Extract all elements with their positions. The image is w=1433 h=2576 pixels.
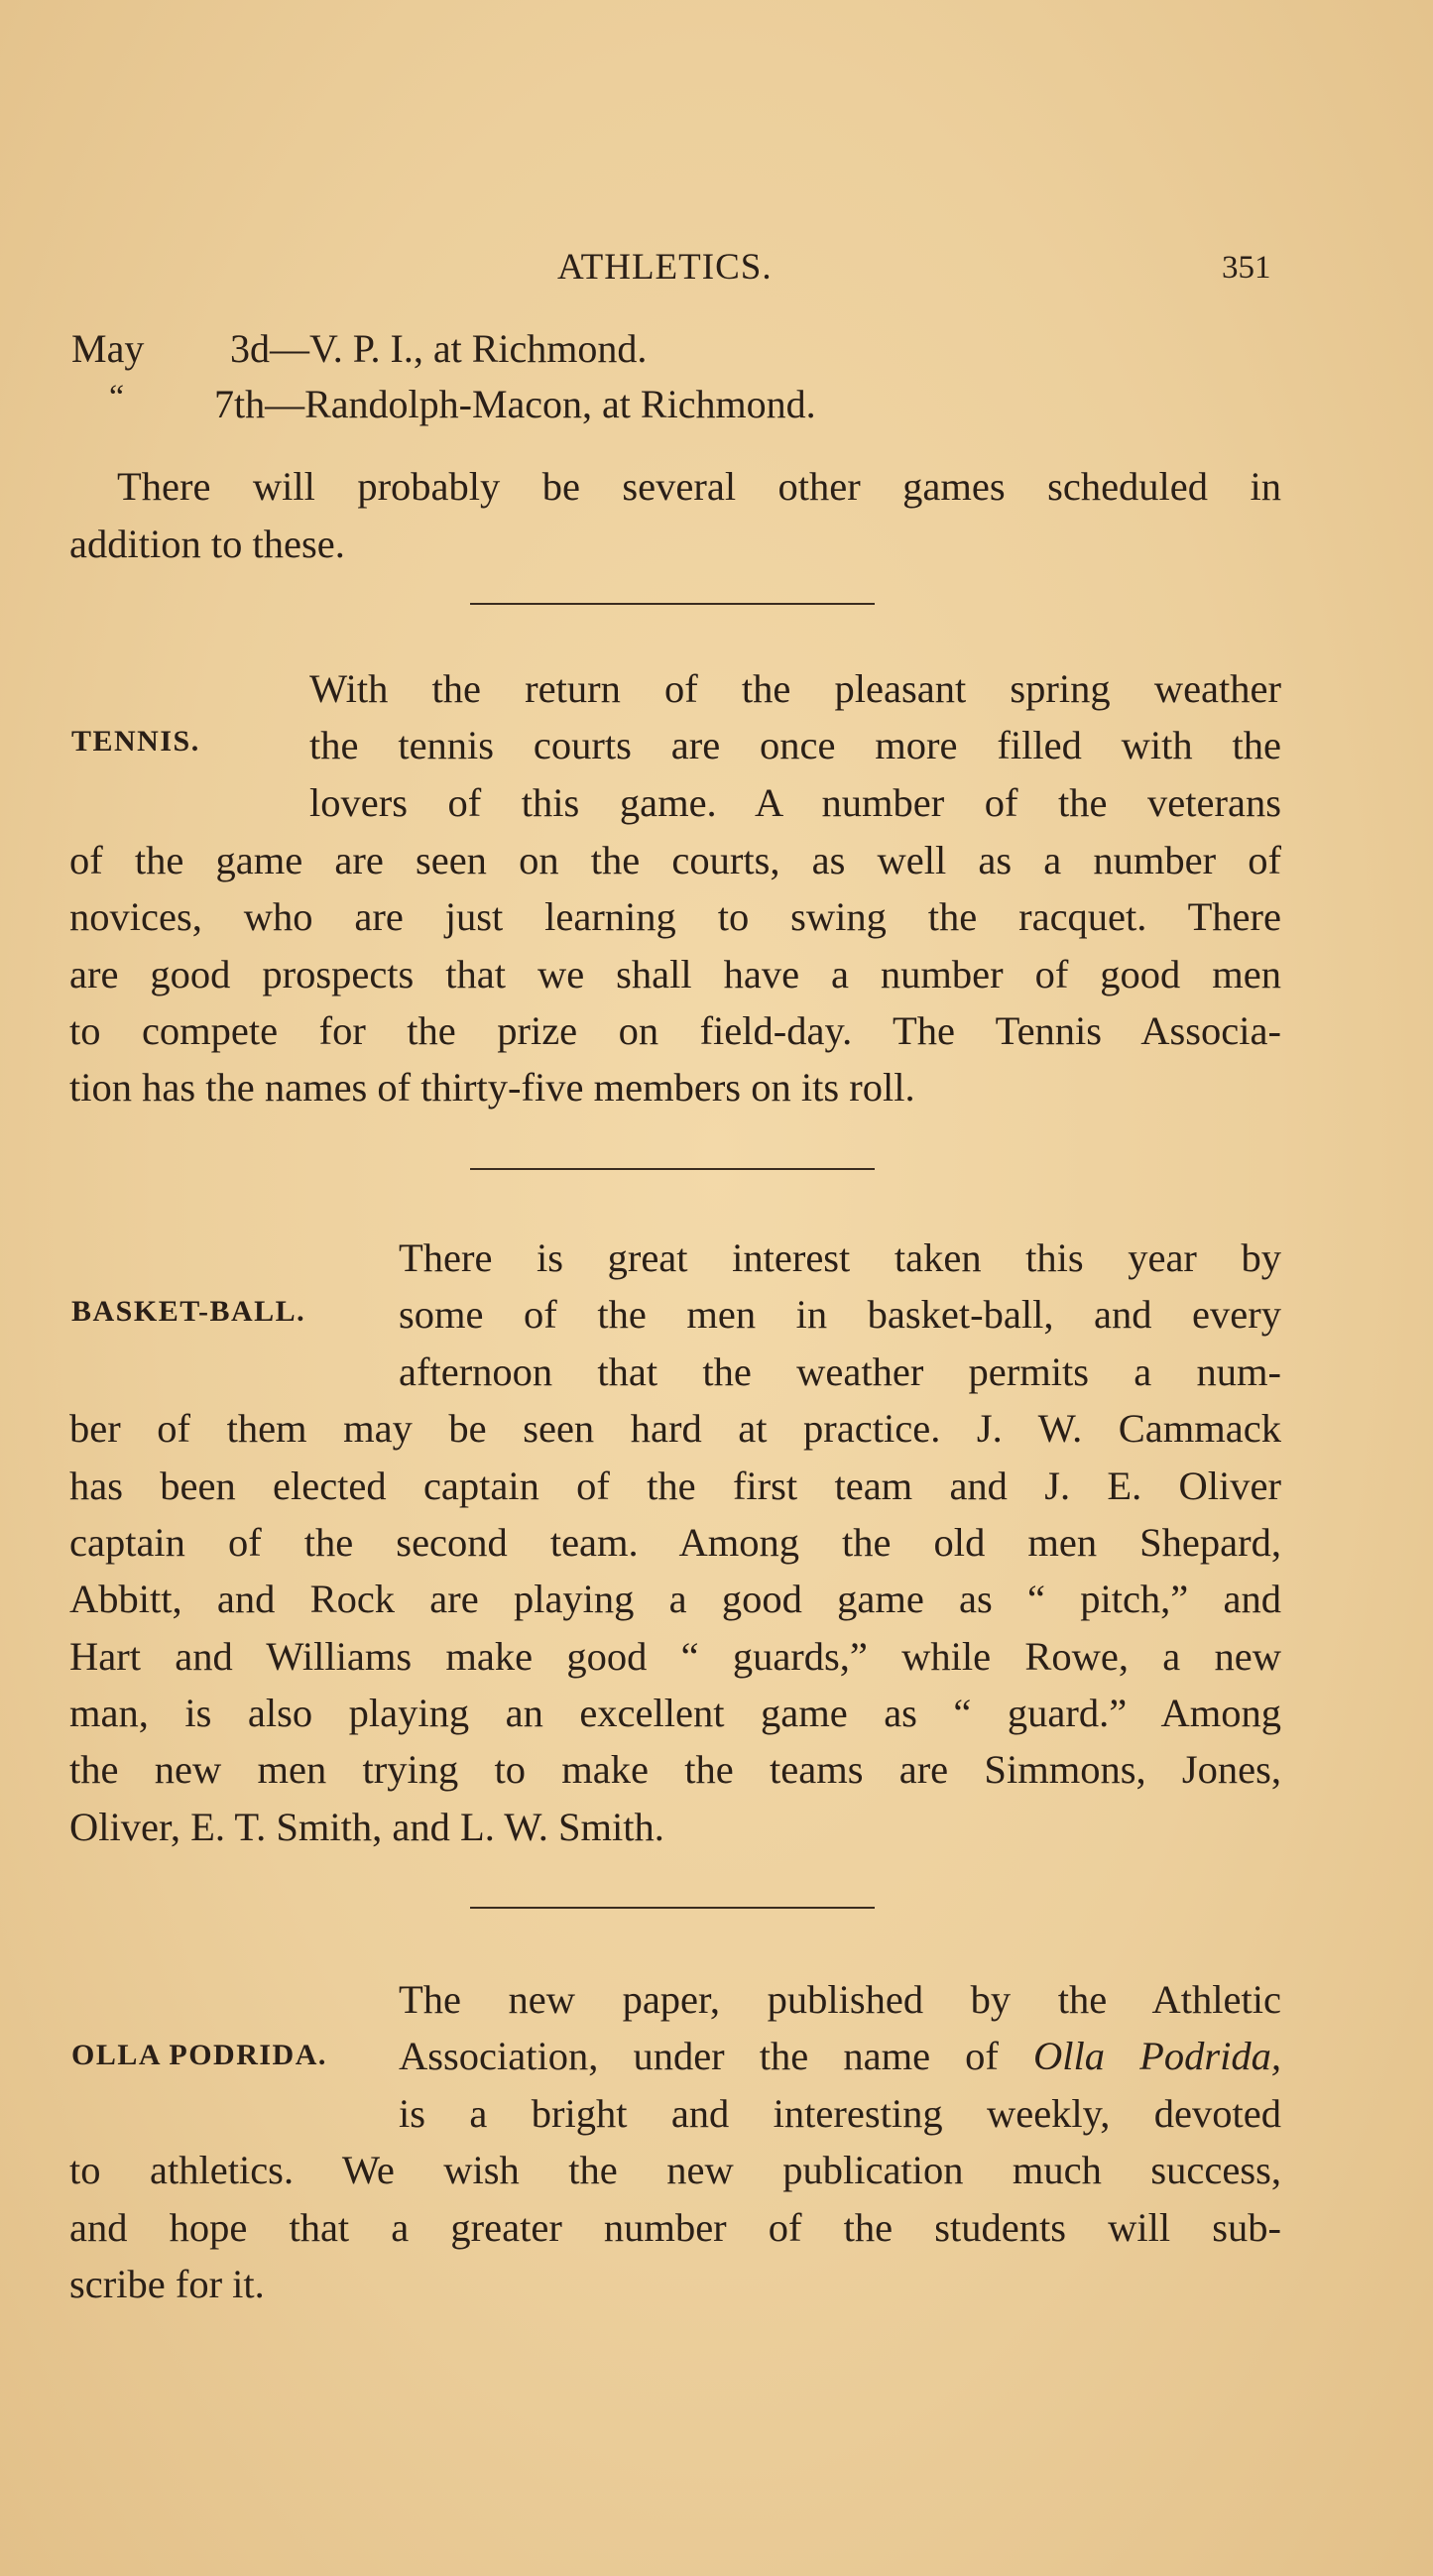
page-number: 351 [1222,250,1271,286]
basketball-line-4: ber of them may be seen hard at practice. J. W. Cammack [69,1406,1281,1451]
running-head-title: ATHLETICS. [557,247,773,288]
intro-line-2: addition to these. [69,522,345,566]
tennis-line-4: of the game are seen on the courts, as well as a number of [69,838,1281,882]
schedule-entry-2: 7th—Randolph-Macon, at Richmond. [214,382,816,426]
section-divider [470,603,875,605]
basketball-line-11: Oliver, E. T. Smith, and L. W. Smith. [69,1805,664,1849]
tennis-line-3: lovers of this game. A number of the veterans [309,780,1281,825]
olla-podrida-title-italic: Olla Podrida, [1033,2034,1281,2078]
olla-line-3: is a bright and interesting weekly, devoted [399,2091,1281,2136]
olla-line-4: to athletics. We wish the new publication much success, [69,2148,1281,2192]
tennis-line-8: tion has the names of thirty-five members on its roll. [69,1065,915,1110]
tennis-heading: TENNIS. [71,725,200,758]
olla-line-6: scribe for it. [69,2262,265,2306]
section-divider [470,1168,875,1170]
basketball-line-8: Hart and Williams make good “ guards,” while Rowe, a new [69,1634,1281,1679]
tennis-line-5: novices, who are just learning to swing the racquet. There [69,894,1281,939]
schedule-month-may: May [71,326,145,371]
tennis-line-7: to compete for the prize on field-day. The Tennis Associa- [69,1008,1281,1053]
tennis-line-2: the tennis courts are once more filled with the [309,723,1281,767]
basketball-line-9: man, is also playing an excellent game as “ guard.” Among [69,1691,1281,1735]
basketball-line-6: captain of the second team. Among the old men Shepard, [69,1520,1281,1565]
olla-line-2: Association, under the name of Olla Podrida, [399,2034,1281,2078]
schedule-entry-1: 3d—V. P. I., at Richmond. [230,326,648,371]
basketball-line-3: afternoon that the weather permits a num- [399,1349,1281,1394]
olla-line-5: and hope that a greater number of the students will sub- [69,2205,1281,2250]
basketball-line-7: Abbitt, and Rock are playing a good game as “ pitch,” and [69,1577,1281,1621]
tennis-line-6: are good prospects that we shall have a number of good men [69,952,1281,996]
intro-line-1: There will probably be several other games scheduled in [117,464,1281,509]
olla-podrida-heading: OLLA PODRIDA. [71,2039,327,2071]
basketball-line-10: the new men trying to make the teams are Simmons, Jones, [69,1747,1281,1792]
section-divider [470,1907,875,1909]
basketball-line-5: has been elected captain of the first team and J. E. Oliver [69,1464,1281,1508]
schedule-ditto-mark: “ [109,379,125,415]
basketball-heading: BASKET-BALL. [71,1295,306,1328]
olla-line-1: The new paper, published by the Athletic [399,1977,1281,2022]
basketball-line-2: some of the men in basket-ball, and every [399,1292,1281,1337]
basketball-line-1: There is great interest taken this year by [399,1235,1281,1280]
tennis-line-1: With the return of the pleasant spring weather [309,666,1281,711]
